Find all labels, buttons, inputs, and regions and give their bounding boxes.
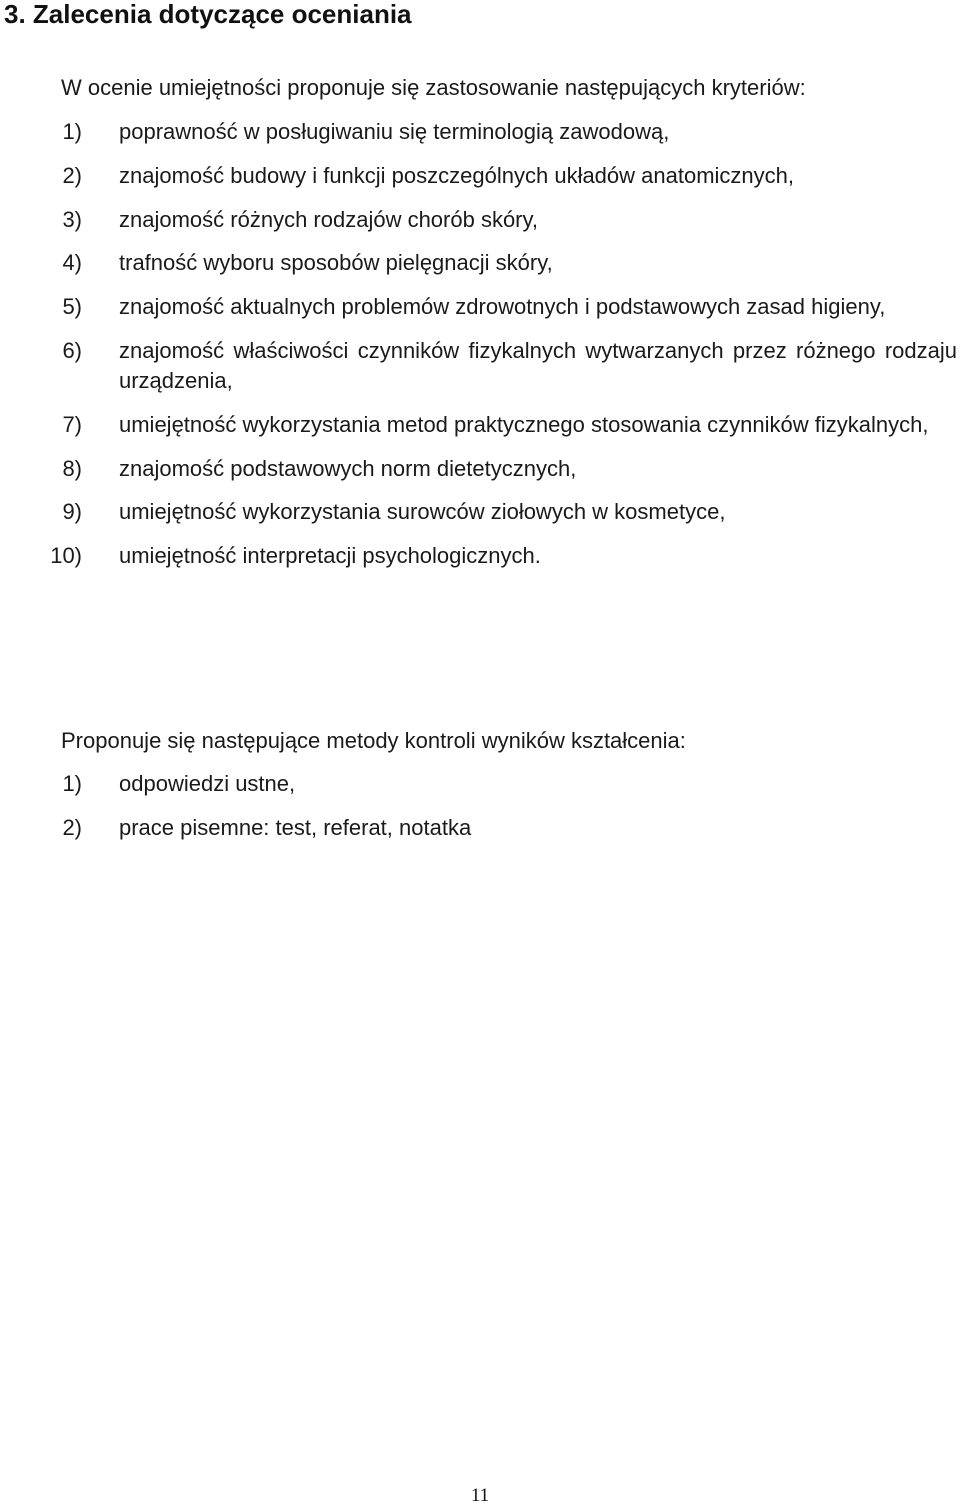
item-number: 2) xyxy=(62,162,82,188)
item-text: znajomość różnych rodzajów chorób skóry, xyxy=(119,206,538,232)
item-number: 6) xyxy=(62,337,82,363)
item-text: znajomość właściwości czynników fizykalnych wytwarzanych przez różnego rodzaju urządzenia, xyxy=(119,337,957,393)
list-item xyxy=(0,336,960,396)
item-number: 1) xyxy=(62,771,82,796)
list-item xyxy=(0,813,960,843)
item-number: 1) xyxy=(62,119,82,144)
methods-list xyxy=(0,769,960,857)
item-text: znajomość budowy i funkcji poszczególnych układów anatomicznych, xyxy=(119,162,795,188)
item-text: trafność wyboru sposobów pielęgnacji skóry, xyxy=(119,250,553,276)
list-item xyxy=(0,292,960,322)
item-number: 8) xyxy=(62,455,82,481)
list-item xyxy=(0,248,960,278)
item-number: 2) xyxy=(62,814,82,840)
item-number: 4) xyxy=(62,250,82,276)
item-text: umiejętność wykorzystania surowców ziołowych w kosmetyce, xyxy=(119,499,726,525)
item-text: umiejętność wykorzystania metod praktycznego stosowania czynników fizykalnych, xyxy=(119,411,929,437)
list-item xyxy=(0,205,960,235)
criteria-intro: W ocenie umiejętności proponuje się zastosowanie następujących kryteriów: xyxy=(61,75,806,100)
list-item xyxy=(0,117,960,147)
list-item xyxy=(0,454,960,484)
item-text: znajomość podstawowych norm dietetycznych, xyxy=(119,455,577,481)
item-number: 3) xyxy=(62,206,82,232)
item-text: poprawność w posługiwaniu się terminologią zawodową, xyxy=(119,119,670,144)
list-item xyxy=(0,161,960,191)
methods-intro: Proponuje się następujące metody kontroli wyników kształcenia: xyxy=(61,728,686,753)
criteria-list xyxy=(0,117,960,585)
list-item xyxy=(0,497,960,527)
item-number: 7) xyxy=(62,411,82,437)
page-number: 11 xyxy=(470,1485,490,1506)
item-number: 10) xyxy=(50,543,82,569)
item-number: 9) xyxy=(62,499,82,525)
list-item xyxy=(0,769,960,799)
list-item xyxy=(0,541,960,571)
item-text: umiejętność interpretacji psychologicznych. xyxy=(119,543,541,569)
item-text: prace pisemne: test, referat, notatka xyxy=(119,814,472,840)
item-text: odpowiedzi ustne, xyxy=(119,771,296,796)
list-item xyxy=(0,410,960,440)
item-text: znajomość aktualnych problemów zdrowotnych i podstawowych zasad higieny, xyxy=(119,294,886,320)
item-number: 5) xyxy=(62,294,82,320)
section-heading: 3. Zalecenia dotyczące oceniania xyxy=(4,0,412,29)
